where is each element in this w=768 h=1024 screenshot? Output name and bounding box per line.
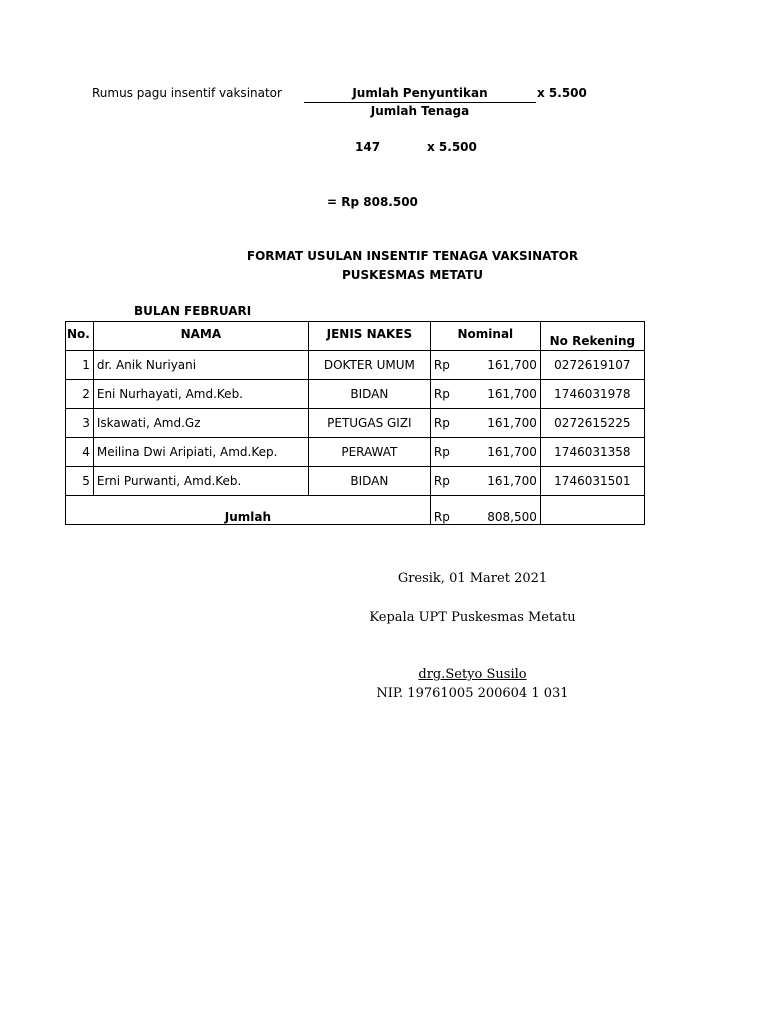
table-row bbox=[66, 467, 645, 496]
row-no: 5 bbox=[66, 467, 94, 496]
row-jenis: PETUGAS GIZI bbox=[308, 409, 430, 438]
header-jenis: JENIS NAKES bbox=[308, 322, 430, 351]
table-row bbox=[66, 351, 645, 380]
currency-label: Rp bbox=[433, 510, 450, 524]
currency-label: Rp bbox=[433, 416, 450, 430]
currency-label: Rp bbox=[433, 474, 450, 488]
formula-denominator: Jumlah Tenaga bbox=[370, 104, 470, 118]
row-jenis: DOKTER UMUM bbox=[308, 351, 430, 380]
row-nama: dr. Anik Nuriyani bbox=[93, 351, 308, 380]
formula-numerator: Jumlah Penyuntikan bbox=[352, 86, 488, 100]
formula-value-multiplier: x 5.500 bbox=[427, 140, 477, 154]
signatory-name: drg.Setyo Susilo bbox=[418, 667, 527, 682]
currency-label: Rp bbox=[433, 445, 450, 459]
row-rekening: 0272619107 bbox=[540, 351, 644, 380]
row-no: 2 bbox=[66, 380, 94, 409]
total-label: Jumlah bbox=[66, 496, 431, 525]
row-nominal bbox=[430, 409, 540, 438]
total-nominal bbox=[430, 496, 540, 525]
total-rekening-empty bbox=[540, 496, 644, 525]
signatory-nip: NIP. 19761005 200604 1 031 bbox=[376, 686, 569, 701]
incentive-table bbox=[65, 321, 645, 525]
fraction-line bbox=[304, 102, 536, 103]
row-no: 4 bbox=[66, 438, 94, 467]
row-no: 1 bbox=[66, 351, 94, 380]
table-row bbox=[66, 438, 645, 467]
row-nama: Iskawati, Amd.Gz bbox=[93, 409, 308, 438]
row-nama: Erni Purwanti, Amd.Keb. bbox=[93, 467, 308, 496]
formula-multiplier: x 5.500 bbox=[537, 86, 587, 100]
row-rekening: 1746031358 bbox=[540, 438, 644, 467]
total-row bbox=[66, 496, 645, 525]
row-nominal bbox=[430, 351, 540, 380]
header-nominal: Nominal bbox=[430, 322, 540, 351]
currency-label: Rp bbox=[433, 358, 450, 372]
header-no: No. bbox=[66, 322, 94, 351]
row-rekening: 1746031501 bbox=[540, 467, 644, 496]
row-nama: Eni Nurhayati, Amd.Keb. bbox=[93, 380, 308, 409]
row-nominal bbox=[430, 380, 540, 409]
header-nama: NAMA bbox=[93, 322, 308, 351]
page-title: FORMAT USULAN INSENTIF TENAGA VAKSINATOR bbox=[246, 249, 579, 263]
row-rekening: 0272615225 bbox=[540, 409, 644, 438]
table-header-row bbox=[66, 322, 645, 351]
row-rekening: 1746031978 bbox=[540, 380, 644, 409]
header-rekening: No Rekening bbox=[540, 322, 644, 351]
formula-result: = Rp 808.500 bbox=[327, 195, 418, 209]
row-jenis: BIDAN bbox=[308, 380, 430, 409]
table-row bbox=[66, 409, 645, 438]
row-nama: Meilina Dwi Aripiati, Amd.Kep. bbox=[93, 438, 308, 467]
row-nominal bbox=[430, 438, 540, 467]
nominal-value: 161,700 bbox=[487, 358, 537, 372]
row-nominal bbox=[430, 467, 540, 496]
formula-value-count: 147 bbox=[355, 140, 381, 154]
total-value: 808,500 bbox=[487, 510, 537, 524]
month-label: BULAN FEBRUARI bbox=[134, 304, 252, 318]
nominal-value: 161,700 bbox=[487, 445, 537, 459]
currency-label: Rp bbox=[433, 387, 450, 401]
nominal-value: 161,700 bbox=[487, 416, 537, 430]
nominal-value: 161,700 bbox=[487, 387, 537, 401]
page-subtitle: PUSKESMAS METATU bbox=[341, 268, 484, 282]
row-no: 3 bbox=[66, 409, 94, 438]
place-date: Gresik, 01 Maret 2021 bbox=[397, 571, 548, 586]
row-jenis: PERAWAT bbox=[308, 438, 430, 467]
nominal-value: 161,700 bbox=[487, 474, 537, 488]
formula-label: Rumus pagu insentif vaksinator bbox=[92, 86, 282, 100]
signatory-position: Kepala UPT Puskesmas Metatu bbox=[369, 610, 576, 625]
table-row bbox=[66, 380, 645, 409]
row-jenis: BIDAN bbox=[308, 467, 430, 496]
